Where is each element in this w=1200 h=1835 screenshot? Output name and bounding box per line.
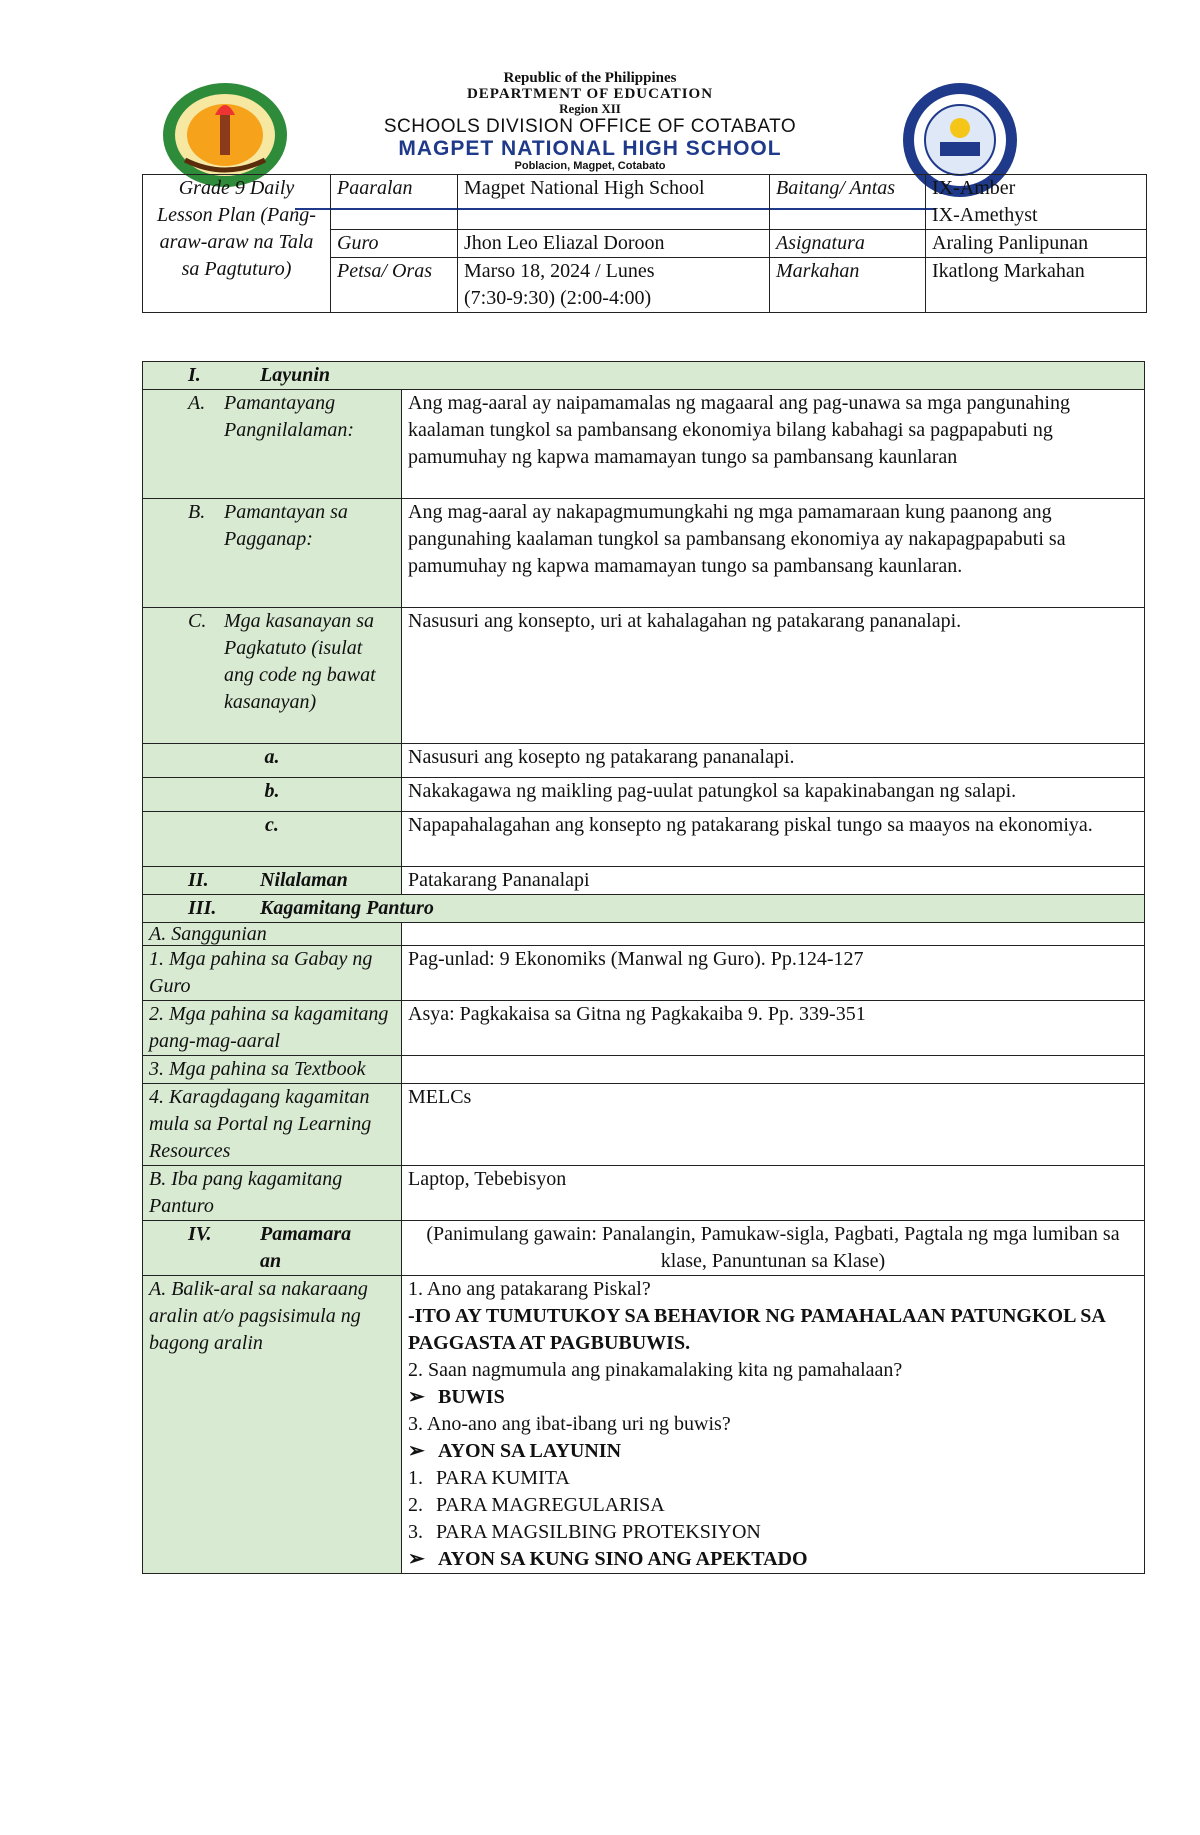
iba-pang-kagamitan-row bbox=[143, 1166, 1145, 1221]
item-text: Ang mag-aaral ay naipamamalas ng magaaral ang pag-unawa sa mga pangunahing kaalaman tungkol sa pambansang ekonomiya bilang kabahagi sa pagpapabuti ng pamumuhay ng kapwa mamamayan tungo sa pambansang kaunlaran bbox=[402, 390, 1145, 499]
republic-line: Republic of the Philippines bbox=[503, 70, 677, 86]
list-number: 1. bbox=[408, 1467, 423, 1489]
question-2: 2. Saan nagmumula ang pinakamalaking kita ng pamahalaan? bbox=[408, 1359, 903, 1381]
list-item bbox=[408, 1465, 1138, 1492]
asignatura-value: Araling Panlipunan bbox=[926, 230, 1147, 258]
answer-4-text: AYON SA KUNG SINO ANG APEKTADO bbox=[438, 1548, 808, 1570]
list-text: PARA KUMITA bbox=[436, 1467, 570, 1489]
reference-1-row bbox=[143, 946, 1145, 1001]
section-number: IV. bbox=[188, 1223, 212, 1245]
objective-a-row bbox=[143, 744, 1145, 778]
plan-title: Grade 9 Daily Lesson Plan (Pang-araw-araw na Tala sa Pagtuturo) bbox=[143, 175, 331, 313]
letterhead-text bbox=[300, 70, 880, 172]
pamantayan-pagganap-row bbox=[143, 499, 1145, 608]
arrow-bullet-icon: ➢ bbox=[408, 1386, 425, 1408]
list-text: PARA MAGSILBING PROTEKSIYON bbox=[436, 1521, 761, 1543]
lesson-info-table bbox=[142, 174, 1147, 313]
petsa-label: Petsa/ Oras bbox=[331, 258, 458, 313]
objective-c-row bbox=[143, 812, 1145, 867]
reference-label: 2. Mga pahina sa kagamitang pang-mag-aaral bbox=[143, 1001, 402, 1056]
reference-4-row bbox=[143, 1084, 1145, 1166]
balik-aral-content bbox=[402, 1276, 1145, 1574]
reference-label: 3. Mga pahina sa Textbook bbox=[143, 1056, 402, 1084]
guro-label: Guro bbox=[331, 230, 458, 258]
arrow-bullet-icon: ➢ bbox=[408, 1440, 425, 1462]
department-line: DEPARTMENT OF EDUCATION bbox=[466, 86, 714, 102]
guro-value: Jhon Leo Eliazal Doroon bbox=[458, 230, 770, 258]
section-layunin-row bbox=[143, 362, 1145, 390]
section-number: III. bbox=[188, 897, 217, 919]
reference-3-row bbox=[143, 1056, 1145, 1084]
reference-2-row bbox=[143, 1001, 1145, 1056]
objective-text: Nakakagawa ng maikling pag-uulat patungkol sa kapakinabangan ng salapi. bbox=[402, 778, 1145, 812]
objective-b-row bbox=[143, 778, 1145, 812]
school-name-line: MAGPET NATIONAL HIGH SCHOOL bbox=[398, 137, 782, 160]
list-text: PARA MAGREGULARISA bbox=[436, 1494, 665, 1516]
section-pamamaraan-row bbox=[143, 1221, 1145, 1276]
question-3: 3. Ano-ano ang ibat-ibang uri ng buwis? bbox=[408, 1413, 731, 1435]
objective-letter: b. bbox=[143, 778, 402, 812]
list-item bbox=[408, 1492, 1138, 1519]
paaralan-label: Paaralan bbox=[331, 175, 458, 230]
baitang-label: Baitang/ Antas bbox=[770, 175, 926, 230]
pamamaraan-text: (Panimulang gawain: Panalangin, Pamukaw-sigla, Pagbati, Pagtala ng mga lumiban sa klase, Panuntunan sa Klase) bbox=[402, 1221, 1145, 1276]
pamantayang-pangnilalaman-row bbox=[143, 390, 1145, 499]
list-number: 3. bbox=[408, 1521, 423, 1543]
reference-text: Asya: Pagkakaisa sa Gitna ng Pagkakaiba 9. Pp. 339-351 bbox=[402, 1001, 1145, 1056]
asignatura-label: Asignatura bbox=[770, 230, 926, 258]
objective-text: Nasusuri ang kosepto ng patakarang pananalapi. bbox=[402, 744, 1145, 778]
lesson-plan-table bbox=[142, 361, 1145, 1574]
arrow-bullet-icon: ➢ bbox=[408, 1548, 425, 1570]
item-text: Nasusuri ang konsepto, uri at kahalagahan ng patakarang pananalapi. bbox=[402, 608, 1145, 744]
answer-2 bbox=[408, 1384, 1138, 1411]
nilalaman-text: Patakarang Pananalapi bbox=[402, 867, 1145, 895]
markahan-label: Markahan bbox=[770, 258, 926, 313]
list-item bbox=[408, 1519, 1138, 1546]
sanggunian-label: A. Sanggunian bbox=[143, 923, 402, 946]
item-letter: C. bbox=[188, 610, 207, 632]
sanggunian-row bbox=[143, 923, 1145, 946]
region-line: Region XII bbox=[559, 101, 621, 116]
item-text: Ang mag-aaral ay nakapagmumungkahi ng mga pamamaraan kung paanong ang pangunahing kaalaman tungkol sa pambansang ekonomiya ay nakapagpapabuti sa pamumuhay ng kapwa mamamayan tungo sa pambansang kaunlaran. bbox=[402, 499, 1145, 608]
objective-text: Napapahalagahan ang konsepto ng patakarang piskal tungo sa maayos na ekonomiya. bbox=[402, 812, 1145, 867]
petsa-value bbox=[458, 258, 770, 313]
objective-letter: a. bbox=[143, 744, 402, 778]
markahan-value: Ikatlong Markahan bbox=[926, 258, 1147, 313]
answer-3-text: AYON SA LAYUNIN bbox=[438, 1440, 622, 1462]
baitang-value bbox=[926, 175, 1147, 230]
item-title: Pamantayang Pangnilalaman: bbox=[224, 392, 354, 441]
answer-4 bbox=[408, 1546, 1138, 1573]
answer-3 bbox=[408, 1438, 1138, 1465]
iba-text: Laptop, Tebebisyon bbox=[402, 1166, 1145, 1221]
reference-text: Pag-unlad: 9 Ekonomiks (Manwal ng Guro). Pp.124-127 bbox=[402, 946, 1145, 1001]
balik-aral-row bbox=[143, 1276, 1145, 1574]
baitang-value-1: IX-Amber bbox=[932, 177, 1016, 199]
item-letter: A. bbox=[188, 392, 206, 414]
section-number: I. bbox=[188, 364, 201, 386]
balik-aral-label: A. Balik-aral sa nakaraang aralin at/o pagsisimula ng bagong aralin bbox=[143, 1276, 402, 1574]
reference-text bbox=[402, 1056, 1145, 1084]
objective-letter: c. bbox=[143, 812, 402, 867]
baitang-value-2: IX-Amethyst bbox=[932, 204, 1038, 226]
reference-label: 1. Mga pahina sa Gabay ng Guro bbox=[143, 946, 402, 1001]
list-number: 2. bbox=[408, 1494, 423, 1516]
iba-label: B. Iba pang kagamitang Panturo bbox=[143, 1166, 402, 1221]
item-title: Pamantayan sa Pagganap: bbox=[224, 501, 348, 550]
reference-text: MELCs bbox=[402, 1084, 1145, 1166]
reference-label: 4. Karagdagang kagamitan mula sa Portal ng Learning Resources bbox=[143, 1084, 402, 1166]
address-line: Poblacion, Magpet, Cotabato bbox=[514, 160, 666, 172]
answer-1: -ITO AY TUMUTUKOY SA BEHAVIOR NG PAMAHALAAN PATUNGKOL SA PAGGASTA AT PAGBUBUWIS. bbox=[408, 1305, 1105, 1354]
answer-2-text: BUWIS bbox=[438, 1386, 505, 1408]
petsa-value-1: Marso 18, 2024 / Lunes bbox=[464, 260, 655, 282]
petsa-value-2: (7:30-9:30) (2:00-4:00) bbox=[464, 287, 652, 309]
section-title: Layunin bbox=[260, 364, 331, 386]
question-1: 1. Ano ang patakarang Piskal? bbox=[408, 1278, 651, 1300]
section-title: Kagamitang Panturo bbox=[260, 897, 434, 919]
section-kagamitan-row bbox=[143, 895, 1145, 923]
section-nilalaman-row bbox=[143, 867, 1145, 895]
letterhead bbox=[140, 70, 1040, 170]
section-title: Pamamaraan bbox=[260, 1223, 352, 1272]
kasanayan-row bbox=[143, 608, 1145, 744]
section-title: Nilalaman bbox=[260, 869, 348, 891]
item-letter: B. bbox=[188, 501, 206, 523]
paaralan-value: Magpet National High School bbox=[458, 175, 770, 230]
division-line: SCHOOLS DIVISION OFFICE OF COTABATO bbox=[383, 116, 797, 137]
section-number: II. bbox=[188, 869, 209, 891]
item-title: Mga kasanayan sa Pagkatuto (isulat ang code ng bawat kasanayan) bbox=[224, 610, 376, 713]
